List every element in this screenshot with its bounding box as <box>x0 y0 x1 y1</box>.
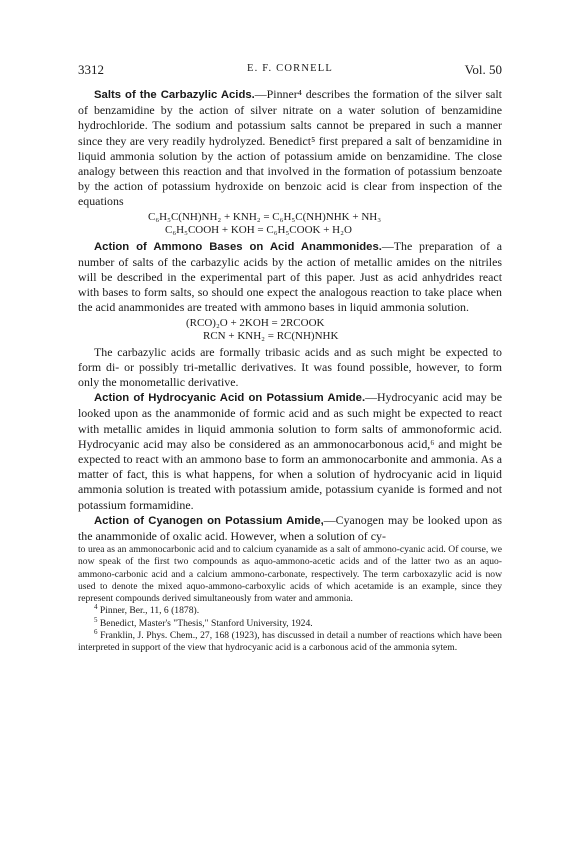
section-heading: Salts of the Carbazylic Acids. <box>94 89 255 101</box>
running-author: E. F. CORNELL <box>247 63 333 74</box>
footnote-text: Franklin, J. Phys. Chem., 27, 168 (1923), has discussed in detail a number of reactions which have been interpreted in support of the view that hydrocyanic acid is a carbonous acid of the ammonia sytem. <box>78 629 502 653</box>
footnote-mark: 4 <box>94 603 98 612</box>
paragraph-text: —Hydrocyanic acid may be looked upon as the anammonide of formic acid and as such might be expected to react with metallic amides in liquid ammonia solution to form salts of ammonoformic acid. Hydrocyanic acid may also be considered as an ammonocarbonous acid,⁶ and might be expected to react with an ammono base to form an ammonocarbonite and ammonia. As a matter of fact, this is what happens, for when a solution of hydrocyanic acid in liquid ammonia solution is treated with potassium amide, potassium cyanide is formed and not potassium formamidine. <box>78 390 502 512</box>
footnote <box>78 615 502 630</box>
volume-label: Vol. 50 <box>464 62 502 77</box>
paragraph-hydrocyanic <box>78 390 502 513</box>
paragraph-text: —Pinner⁴ describes the formation of the silver salt of benzamidine by the action of silver nitrate on a water solution of benzamidine hydrochloride. The sodium and potassium salts cannot be prepared in such a manner since they are very readily hydrolyzed. Benedict⁵ first prepared a salt of benzamidine in liquid ammonia solution by the action of potassium amide on benzamidine. The close analogy between this reaction and that involved in the formation of potassium benzoate by the action of potassium hydroxide on benzoic acid is clear from inspection of the equations <box>78 87 502 209</box>
footnote-mark: 5 <box>94 615 98 624</box>
footnote-text: Benedict, Master's "Thesis," Stanford University, 1924. <box>99 617 313 629</box>
page-number: 3312 <box>78 62 104 77</box>
footnote-text: Pinner, Ber., 11, 6 (1878). <box>99 605 200 617</box>
paragraph-ammono-bases <box>78 239 502 316</box>
equation: RCN + KNH₂ = RC(NH)NHK <box>203 330 339 343</box>
footnote-continuation <box>78 544 502 605</box>
equation: C₆H₅C(NH)NH₂ + KNH₂ = C₆H₅C(NH)NHK + NH₃ <box>148 210 382 223</box>
equation: (RCO)₂O + 2KOH = 2RCOOK <box>186 316 325 329</box>
footnote-continuation-text: to urea as an ammonocarbonic acid and to calcium cyanamide as a salt of ammono-cyanic acid. Of course, we now speak of the first two compounds as aquo-ammono-acetic acids and of the latter two as an aquo-ammono-carbonic acid and a calcium ammono-carbonate, respectively. The term carboxazylic acid is now used to denote the mixed aquo-ammono-carboxylic acids of which acetamide is an example, since they represent compounds derived simultaneously from water and ammonia. <box>78 544 502 605</box>
section-heading: Action of Ammono Bases on Acid Anammonides. <box>94 240 382 253</box>
paragraph-text: —Cyanogen may be looked upon as the anammonide of oxalic acid. However, when a solution of cy- <box>78 512 502 544</box>
footnote <box>78 605 502 617</box>
section-heading: Action of Hydrocyanic Acid on Potassium Amide. <box>94 392 366 405</box>
article-body <box>78 87 502 544</box>
equation-block <box>78 317 502 344</box>
paragraph-salts <box>78 87 502 210</box>
footnotes <box>78 605 502 654</box>
paragraph-text: —The preparation of a number of salts of the carbazylic acids by the action of metallic amides on the nitriles will be described in the experimental part of this paper. Just as acid anhydrides react with bases to form salts, so should one expect the analogous reaction to take place when the acid anammonides are treated with ammono bases in liquid ammonia solution. <box>78 238 502 315</box>
section-heading: Action of Cyanogen on Potassium Amide, <box>94 514 324 527</box>
footnote <box>78 627 502 654</box>
equation: C₆H₅COOH + KOH = C₆H₅COOK + H₂O <box>165 224 352 237</box>
paragraph-cyanogen <box>78 513 502 544</box>
equation-block <box>78 211 502 238</box>
paragraph-carbazylic: The carbazylic acids are formally tribasic acids and as such might be expected to form di- or possibly tri-metallic derivatives. It was found possible, however, to form only the monometallic derivative. <box>78 344 502 390</box>
page <box>78 62 502 654</box>
running-header <box>78 62 502 82</box>
footnote-mark: 6 <box>94 627 98 636</box>
